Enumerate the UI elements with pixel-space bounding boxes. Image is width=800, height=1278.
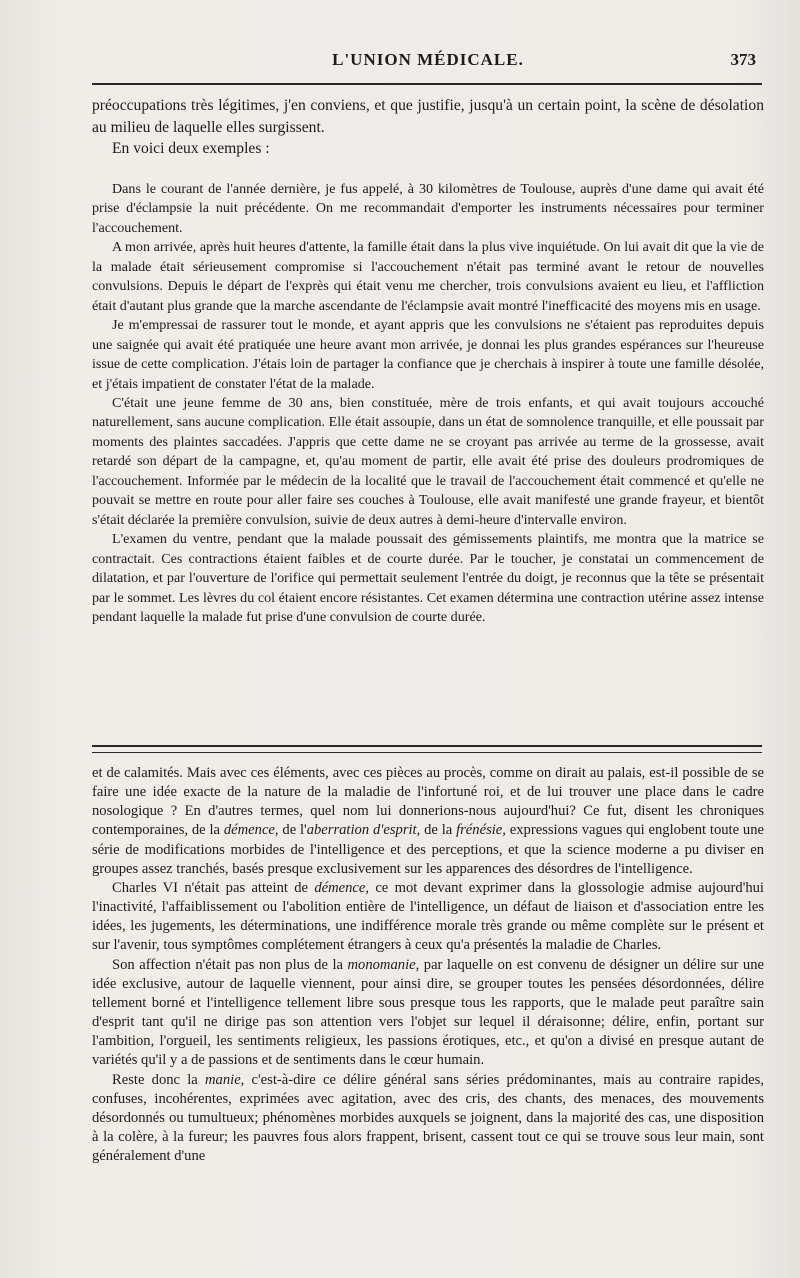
text-run: de la [420,822,457,839]
text-run: par laquelle on est convenu de désigner un délire sur une idée exclusive, autour de laquelle viennent, pour ainsi dire, se grouper toutes les pensées désordonnées, délire tellement borné et l'intelligence tellement libre sous presque tous les rapports, que le malade peut paraître sain d'esprit tant qu'il ne dirige pas son attention vers l'objet sur lequel il déraisonne; délire, enfin, portant sur l'ambition, l'orgueil, les sentiments religieux, les passions érotiques, etc., et qu'on a divisé en presque autant de variétés qu'il y a de passions et de sentiments dans le cœur humain. [92,956,764,1069]
case-paragraph: Je m'empressai de rassurer tout le monde, et ayant appris que les convulsions ne s'étaient pas reproduites depuis une saignée qui avait été pratiquée une heure avant mon arrivée, je donnai les plus grandes espérances sur l'heureuse issue de cette complication. J'étais loin de partager la confiance que je cherchais à inspirer à toute une famille désolée, et j'étais impatient de constater l'état de la malade. [92,317,764,392]
lead-paragraph: En voici deux exemples : [112,140,270,157]
running-header [92,50,764,74]
case-report-block [92,180,764,627]
case-paragraph: L'examen du ventre, pendant que la malade poussait des gémissements plaintifs, me montra que la matrice se contractait. Ces contractions étaient faibles et de courte durée. Par le toucher, je constatai un commencement de dilatation, et par l'ouverture de l'orifice qui permettait seulement l'entrée du doigt, je reconnus que la tête se présentait par le sommet. Les lèvres du col étaient encore résistantes. Cet examen détermina une contraction utérine assez intense pendant laquelle la malade fut prise d'une convulsion de courte durée. [92,531,764,625]
body-paragraph [92,879,764,956]
italic-term: manie, [205,1071,245,1088]
text-run: de l' [278,822,307,839]
case-paragraph: Dans le courant de l'année dernière, je fus appelé, à 30 kilomètres de Toulouse, auprès d'une dame qui avait été prise d'éclampsie la nuit précédente. On me recommandait d'emporter les instruments nécessaires pour terminer l'accouchement. [92,181,764,236]
lead-text-block [92,95,764,160]
italic-term: monomanie, [347,956,420,973]
italic-term: démence, [314,879,370,896]
italic-term: frénésie, [456,822,506,839]
text-run: expressions vagues qui englobent toute une série de modifications morbides de l'intelligence et des perceptions, et que la science moderne a pu diviser en groupes assez tranchés, basés presque exclusivement sur les apparences des désordres de l'intelligence. [92,822,764,877]
case-paragraph: A mon arrivée, après huit heures d'attente, la famille était dans la plus vive inquiétude. On lui avait dit que la vie de la malade était sérieusement compromise si l'accouchement n'était pas terminé avant le retour de nouvelles convulsions. Depuis le départ de l'exprès qui était venu me chercher, trois convulsions avaient eu lieu, et l'affliction était d'autant plus grande que la marche ascendante de l'éclampsie avait montré l'inefficacité des moyens mis en usage. [92,239,764,314]
section-separator-rule [92,745,762,753]
text-run: Charles VI n'était pas atteint de [112,879,315,896]
case-paragraph: C'était une jeune femme de 30 ans, bien constituée, mère de trois enfants, et qui avait toujours accouché naturellement, sans aucune complication. Elle était assoupie, dans un état de somnolence tranquille, et elle poussait par moments des plaintes saccadées. J'appris que cette dame ne se croyant pas arrivée au terme de la grossesse, avait retardé son départ de la campagne, et, qu'au moment de partir, elle avait été prise des douleurs prodromiques de l'accouchement. Informée par le médecin de la localité que le travail de l'accouchement était commencé et qu'elle ne pouvait se mettre en route pour aller faire ses couches à Toulouse, elle avait manifesté une grande frayeur, et bientôt s'était déclarée la première convulsion, suivie de deux autres à demi-heure d'intervalle environ. [92,394,764,528]
body-paragraph [92,1071,764,1167]
italic-term: démence, [223,822,279,839]
body-paragraph [92,764,764,879]
page-number: 373 [730,50,756,69]
text-run: Son affection n'était pas non plus de la [112,956,348,973]
journal-title: L'UNION MÉDICALE. [332,50,524,69]
header-rule [92,83,762,85]
italic-term: aberration d'esprit, [306,822,421,839]
text-run: c'est-à-dire ce délire général sans séries prédominantes, mais au contraire rapides, confuses, incohérentes, exprimées avec agitation, avec des cris, des chants, des menaces, des mouvements désordonnés ou tumultueux; phénomènes morbides auxquels se joignent, dans la majorité des cas, une disposition à la colère, à la fureur; les pauvres fous alors frappent, brisent, cassent tout ce qui se trouve sous leur main, sont généralement d'une [92,1071,764,1165]
feuilleton-block [92,764,764,1166]
lead-paragraph: préoccupations très légitimes, j'en conviens, et que justifie, jusqu'à un certain point, la scène de désolation au milieu de laquelle elles surgissent. [92,97,764,136]
body-paragraph [92,956,764,1071]
text-run: et de calamités. Mais avec ces éléments, avec ces pièces au procès, comme on dirait au palais, est-il possible de se faire une idée exacte de la nature de la maladie de l'infortuné roi, et de lui trouver une place dans le cadre nosologique ? En d'autres termes, quel nom lui donnerions-nous aujourd'hui? Ce fut, disent les chroniques contemporaines, de la [92,765,764,839]
text-run: Reste donc la [112,1071,205,1088]
text-run: ce mot devant exprimer dans la glossologie admise aujourd'hui l'inactivité, l'affaiblissement ou l'abolition entière de l'intelligence, un défaut de liaison et d'association entre les idées, les jugements, les déterminations, une indifférence morale très grande ou même complète sur le présent et sur l'avenir, tous symptômes complétement étrangers à ceux qu'a présentés la maladie de Charles. [92,879,764,954]
